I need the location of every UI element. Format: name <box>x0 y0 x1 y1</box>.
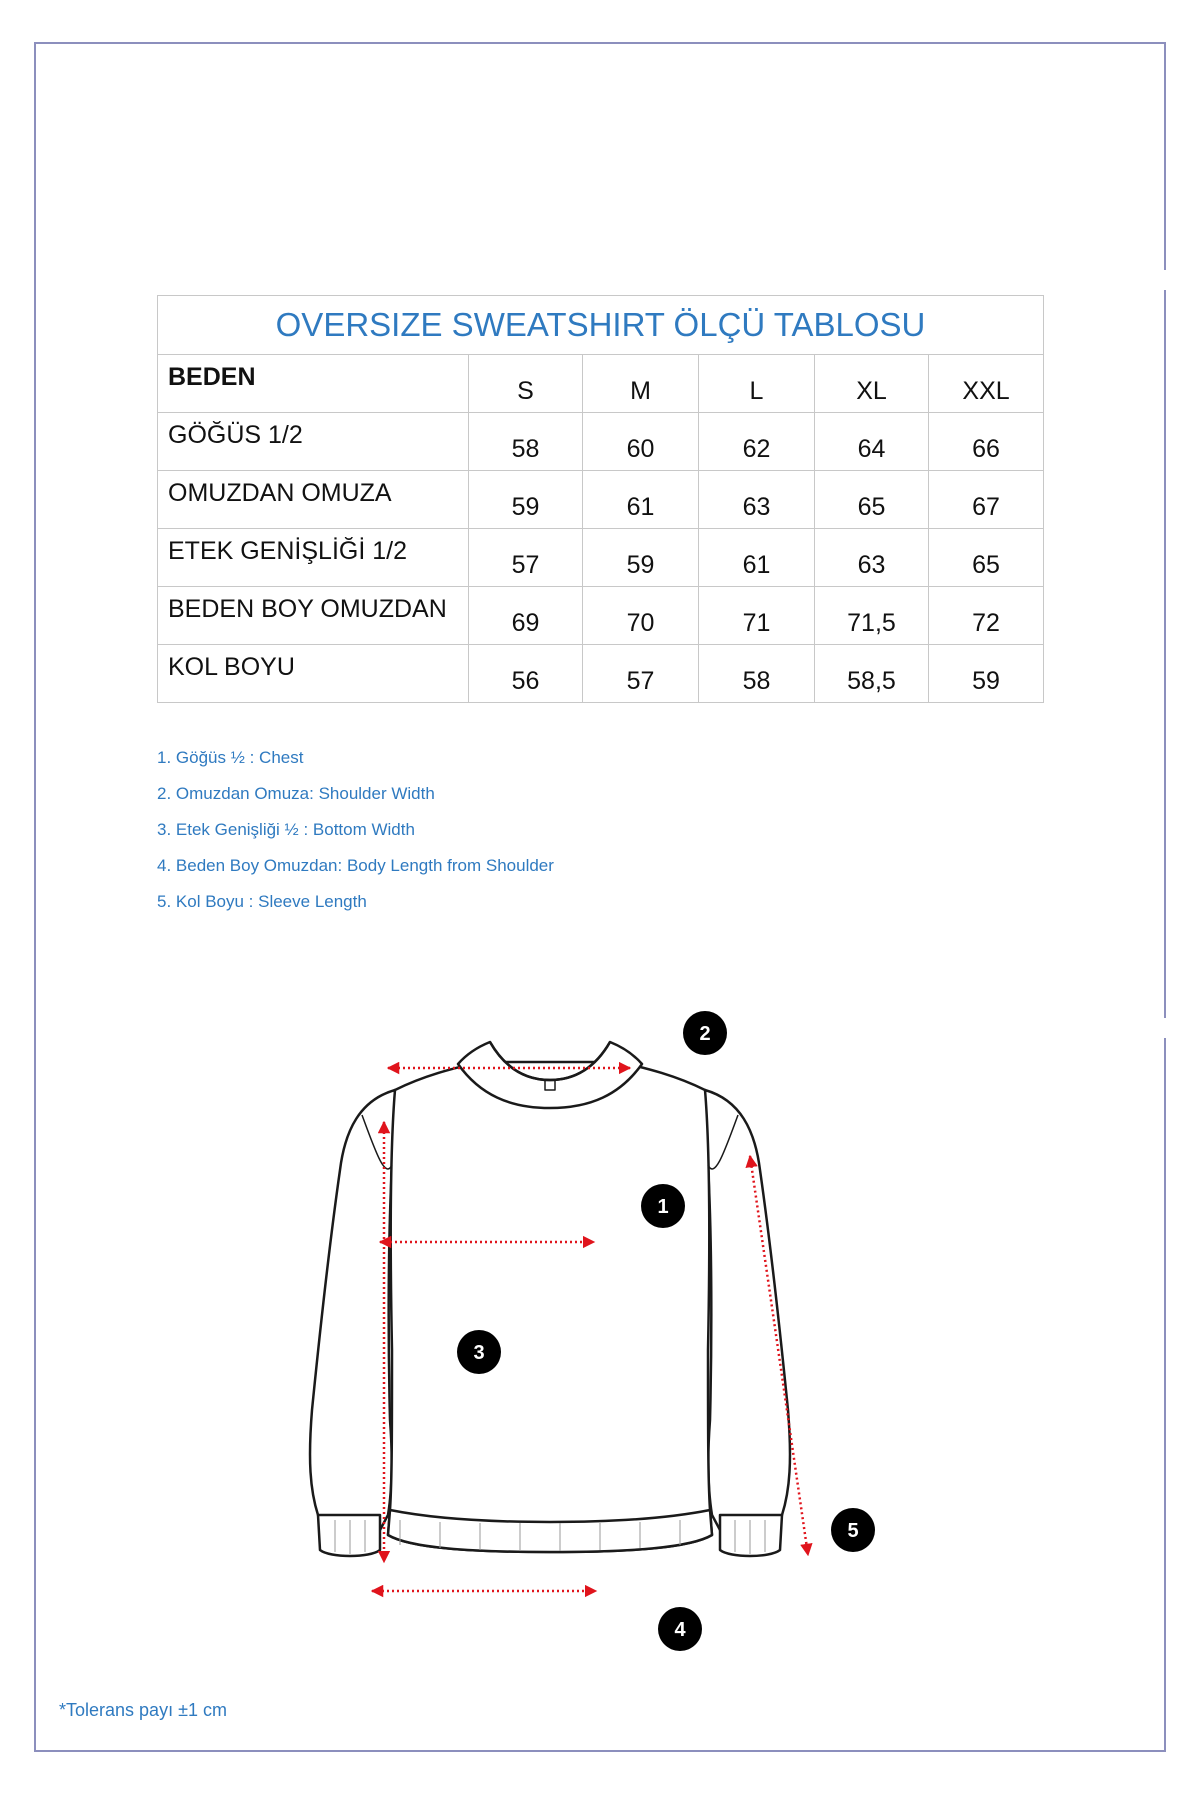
table-cell: 60 <box>583 413 699 471</box>
table-cell: 59 <box>469 471 583 529</box>
table-row <box>158 529 1044 587</box>
table-cell: 59 <box>929 645 1044 703</box>
marker-2 <box>683 1011 727 1055</box>
table-cell: 58 <box>699 645 815 703</box>
size-chart-table <box>157 295 1044 703</box>
table-cell: 58,5 <box>815 645 929 703</box>
header-label: BEDEN <box>158 355 469 413</box>
marker-label: 2 <box>699 1023 711 1045</box>
legend-item-body-length: 4. Beden Boy Omuzdan: Body Length from Shoulder <box>157 856 554 875</box>
table-row <box>158 413 1044 471</box>
legend-item-chest: 1. Göğüs ½ : Chest <box>157 748 304 767</box>
row-label: ETEK GENİŞLİĞİ 1/2 <box>158 529 469 587</box>
table-cell: 63 <box>815 529 929 587</box>
measurement-legend <box>157 740 554 920</box>
table-cell: 69 <box>469 587 583 645</box>
table-cell: 72 <box>929 587 1044 645</box>
marker-1 <box>641 1184 685 1228</box>
left-sleeve <box>310 1090 395 1530</box>
table-cell: 65 <box>815 471 929 529</box>
table-cell: 57 <box>469 529 583 587</box>
tolerance-note: *Tolerans payı ±1 cm <box>59 1700 227 1720</box>
legend-item-sleeve: 5. Kol Boyu : Sleeve Length <box>157 892 367 911</box>
table-title: OVERSIZE SWEATSHIRT ÖLÇÜ TABLOSU <box>158 296 1044 355</box>
table-cell: 70 <box>583 587 699 645</box>
frame-gap <box>1164 1018 1168 1038</box>
table-cell: 59 <box>583 529 699 587</box>
size-header: M <box>583 355 699 413</box>
table-row <box>158 645 1044 703</box>
table-row <box>158 587 1044 645</box>
body <box>388 1062 712 1552</box>
table-title-row <box>158 296 1044 355</box>
size-header: S <box>469 355 583 413</box>
table-cell: 56 <box>469 645 583 703</box>
frame-gap <box>1164 270 1168 290</box>
table-cell: 71,5 <box>815 587 929 645</box>
table-header-row <box>158 355 1044 413</box>
row-label: GÖĞÜS 1/2 <box>158 413 469 471</box>
marker-4 <box>658 1607 702 1651</box>
sweatshirt-illustration <box>300 990 900 1670</box>
row-label: BEDEN BOY OMUZDAN <box>158 587 469 645</box>
table-cell: 67 <box>929 471 1044 529</box>
right-sleeve <box>705 1090 790 1530</box>
size-header: L <box>699 355 815 413</box>
table-cell: 64 <box>815 413 929 471</box>
size-header: XL <box>815 355 929 413</box>
table-cell: 62 <box>699 413 815 471</box>
marker-5 <box>831 1508 875 1552</box>
table-cell: 61 <box>699 529 815 587</box>
marker-label: 4 <box>674 1619 686 1641</box>
table-cell: 57 <box>583 645 699 703</box>
legend-item-bottom: 3. Etek Genişliği ½ : Bottom Width <box>157 820 415 839</box>
marker-label: 1 <box>657 1196 669 1218</box>
size-header: XXL <box>929 355 1044 413</box>
marker-3 <box>457 1330 501 1374</box>
row-label: OMUZDAN OMUZA <box>158 471 469 529</box>
marker-label: 3 <box>473 1342 485 1364</box>
table-cell: 61 <box>583 471 699 529</box>
table-cell: 65 <box>929 529 1044 587</box>
table-cell: 58 <box>469 413 583 471</box>
row-label: KOL BOYU <box>158 645 469 703</box>
legend-item-shoulder: 2. Omuzdan Omuza: Shoulder Width <box>157 784 435 803</box>
table-row <box>158 471 1044 529</box>
table-cell: 63 <box>699 471 815 529</box>
marker-label: 5 <box>847 1520 859 1542</box>
table-cell: 71 <box>699 587 815 645</box>
table-cell: 66 <box>929 413 1044 471</box>
sweatshirt-outline <box>310 1042 790 1556</box>
left-cuff <box>318 1515 380 1556</box>
right-cuff <box>720 1515 782 1556</box>
